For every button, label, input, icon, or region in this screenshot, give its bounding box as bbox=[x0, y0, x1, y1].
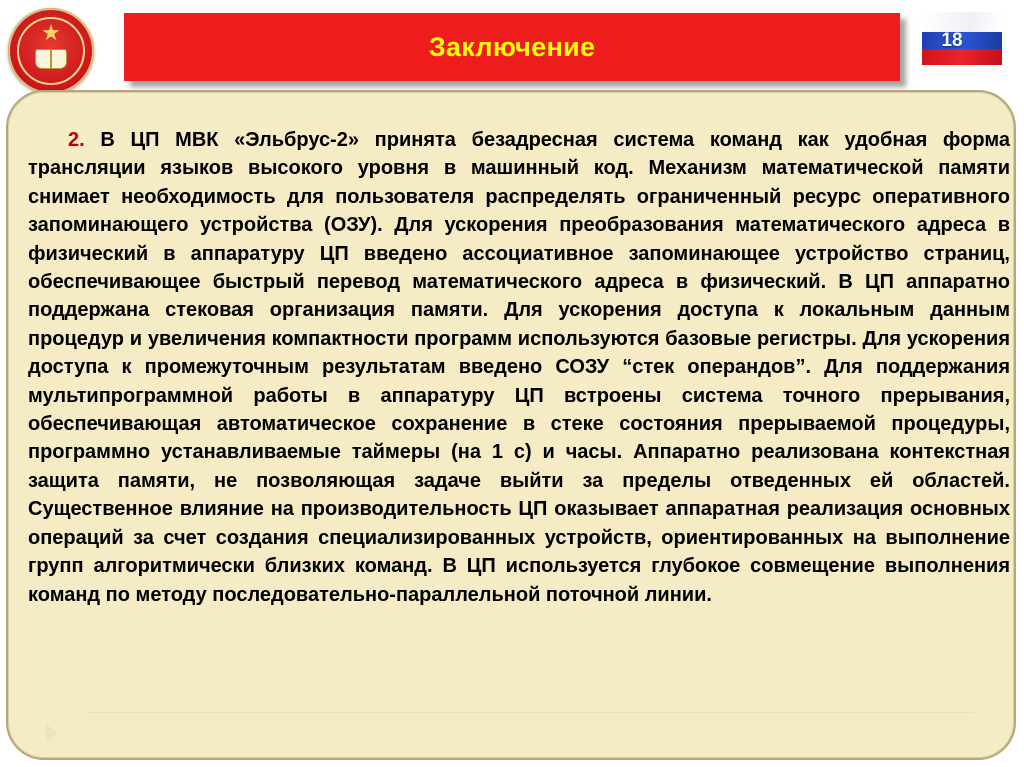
title-bar bbox=[124, 13, 900, 81]
arrow-right-icon bbox=[46, 724, 58, 742]
paragraph-number: 2. bbox=[68, 129, 85, 151]
slide-title: Заключение bbox=[428, 31, 596, 62]
emblem-star-icon: ★ bbox=[41, 20, 61, 45]
page-number: 18 bbox=[941, 30, 963, 51]
paragraph-body: В ЦП МВК «Эльбрус-2» принята безадресная система команд как удобная форма трансляции языков высокого уровня в машинный код. Механизм математической памяти снимает необходимость для пользователя распределять ограниченный ресурс оперативного запоминающего устройства (ОЗУ). Для ускорения преобразования математического адреса в физический в аппаратуру ЦП введено ассоциативное запоминающее устройство страниц, обеспечивающее быстрый перевод математического адреса в физический. В ЦП аппаратно поддержана стековая организация памяти. Для ускорения доступа к локальным данным процедур и увеличения компактности программ используются базовые регистры. Для ускорения доступа к промежуточным результатам введено СОЗУ “стек операндов”. Для поддержания мультипрограммной работы в аппаратуру ЦП встроены система точного прерывания, обеспечивающая автоматическое сохранение в стеке состояния прерываемой процедуры, программно устанавливаемые таймеры (на 1 с) и часы. Аппаратно реализована контекстная защита памяти, не позволяющая задаче выйти за пределы отведенных ей областей. Существенное влияние на производительность ЦП оказывает аппаратная реализация основных операций за счет создания специализированных устройств, ориентированных на выполнение групп алгоритмически близких команд. В ЦП используется глубокое совмещение выполнения команд по методу последовательно-параллельной поточной линии. bbox=[28, 129, 1010, 606]
flag-white-stripe bbox=[922, 12, 1002, 32]
panel-divider bbox=[88, 712, 974, 713]
conclusion-paragraph bbox=[28, 126, 1010, 609]
content-panel bbox=[6, 90, 1016, 760]
academy-emblem-icon bbox=[8, 8, 94, 94]
emblem-book-icon bbox=[36, 50, 66, 68]
